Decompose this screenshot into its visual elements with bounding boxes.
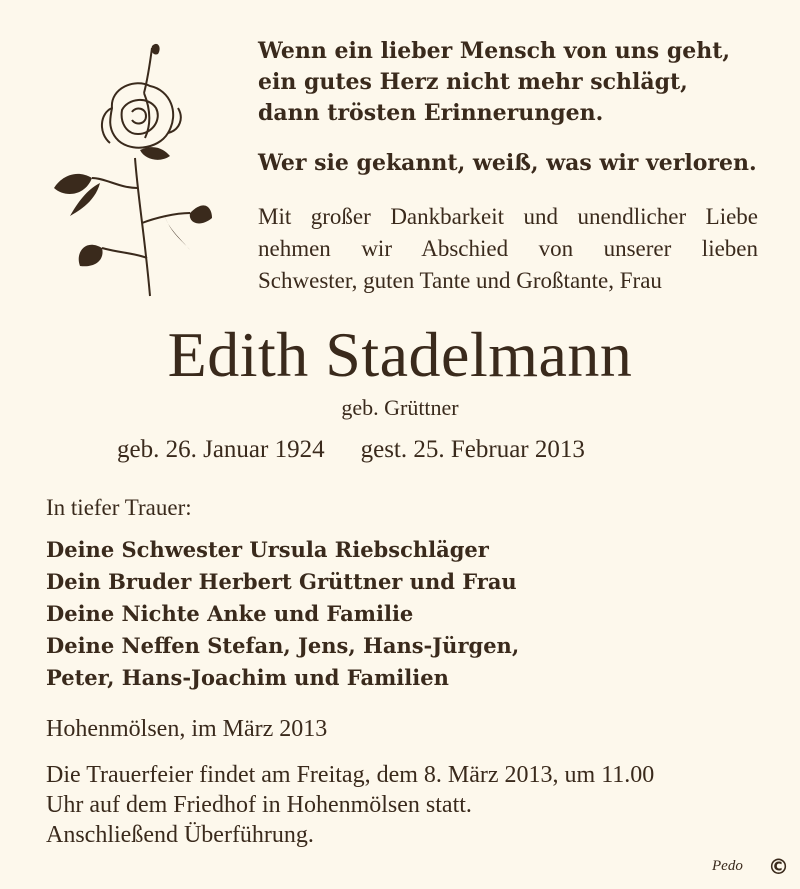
intro-line: nehmen wir Abschied von unserer lieben xyxy=(258,236,758,261)
service-line: Die Trauerfeier findet am Freitag, dem 8. März 2013, um 11.00 xyxy=(46,762,655,788)
designer-signature: Pedo xyxy=(712,858,743,874)
quote-line: Wenn ein lieber Mensch von uns geht, xyxy=(258,38,731,64)
intro-line: Schwester, guten Tante und Großtante, Frau xyxy=(258,268,662,293)
service-line: Anschließend Überführung. xyxy=(46,822,314,848)
service-info xyxy=(46,760,654,850)
quote-verse xyxy=(258,36,778,129)
deceased-name: Edith Stadelmann xyxy=(167,319,633,390)
mourner-line: Deine Nichte Anke und Familie xyxy=(46,601,414,626)
quote-line: ein gutes Herz nicht mehr schlägt, xyxy=(258,69,688,95)
intro-line: Mit großer Dankbarkeit und unendlicher Liebe xyxy=(258,204,758,229)
mourner-line: Deine Neffen Stefan, Jens, Hans-Jürgen, xyxy=(46,633,520,658)
service-line: Uhr auf dem Friedhof in Hohenmölsen statt. xyxy=(46,792,472,818)
maiden-name: geb. Grüttner xyxy=(341,395,459,420)
death-date: gest. 25. Februar 2013 xyxy=(360,436,585,463)
mourner-line: Peter, Hans-Joachim und Familien xyxy=(46,665,449,690)
place-date: Hohenmölsen, im März 2013 xyxy=(46,716,328,742)
life-dates xyxy=(117,436,585,464)
mourners-list xyxy=(46,534,519,694)
birth-date: geb. 26. Januar 1924 xyxy=(117,436,325,463)
mourner-line: Dein Bruder Herbert Grüttner und Frau xyxy=(46,569,517,594)
copyright-icon: © xyxy=(768,855,789,879)
mourning-heading: In tiefer Trauer: xyxy=(46,495,192,520)
rose-icon xyxy=(40,38,215,300)
quote-second-line: Wer sie gekannt, weiß, was wir verloren. xyxy=(258,150,757,176)
intro-text xyxy=(258,201,758,297)
mourner-line: Deine Schwester Ursula Riebschläger xyxy=(46,537,489,562)
quote-line: dann trösten Erinnerungen. xyxy=(258,100,604,126)
